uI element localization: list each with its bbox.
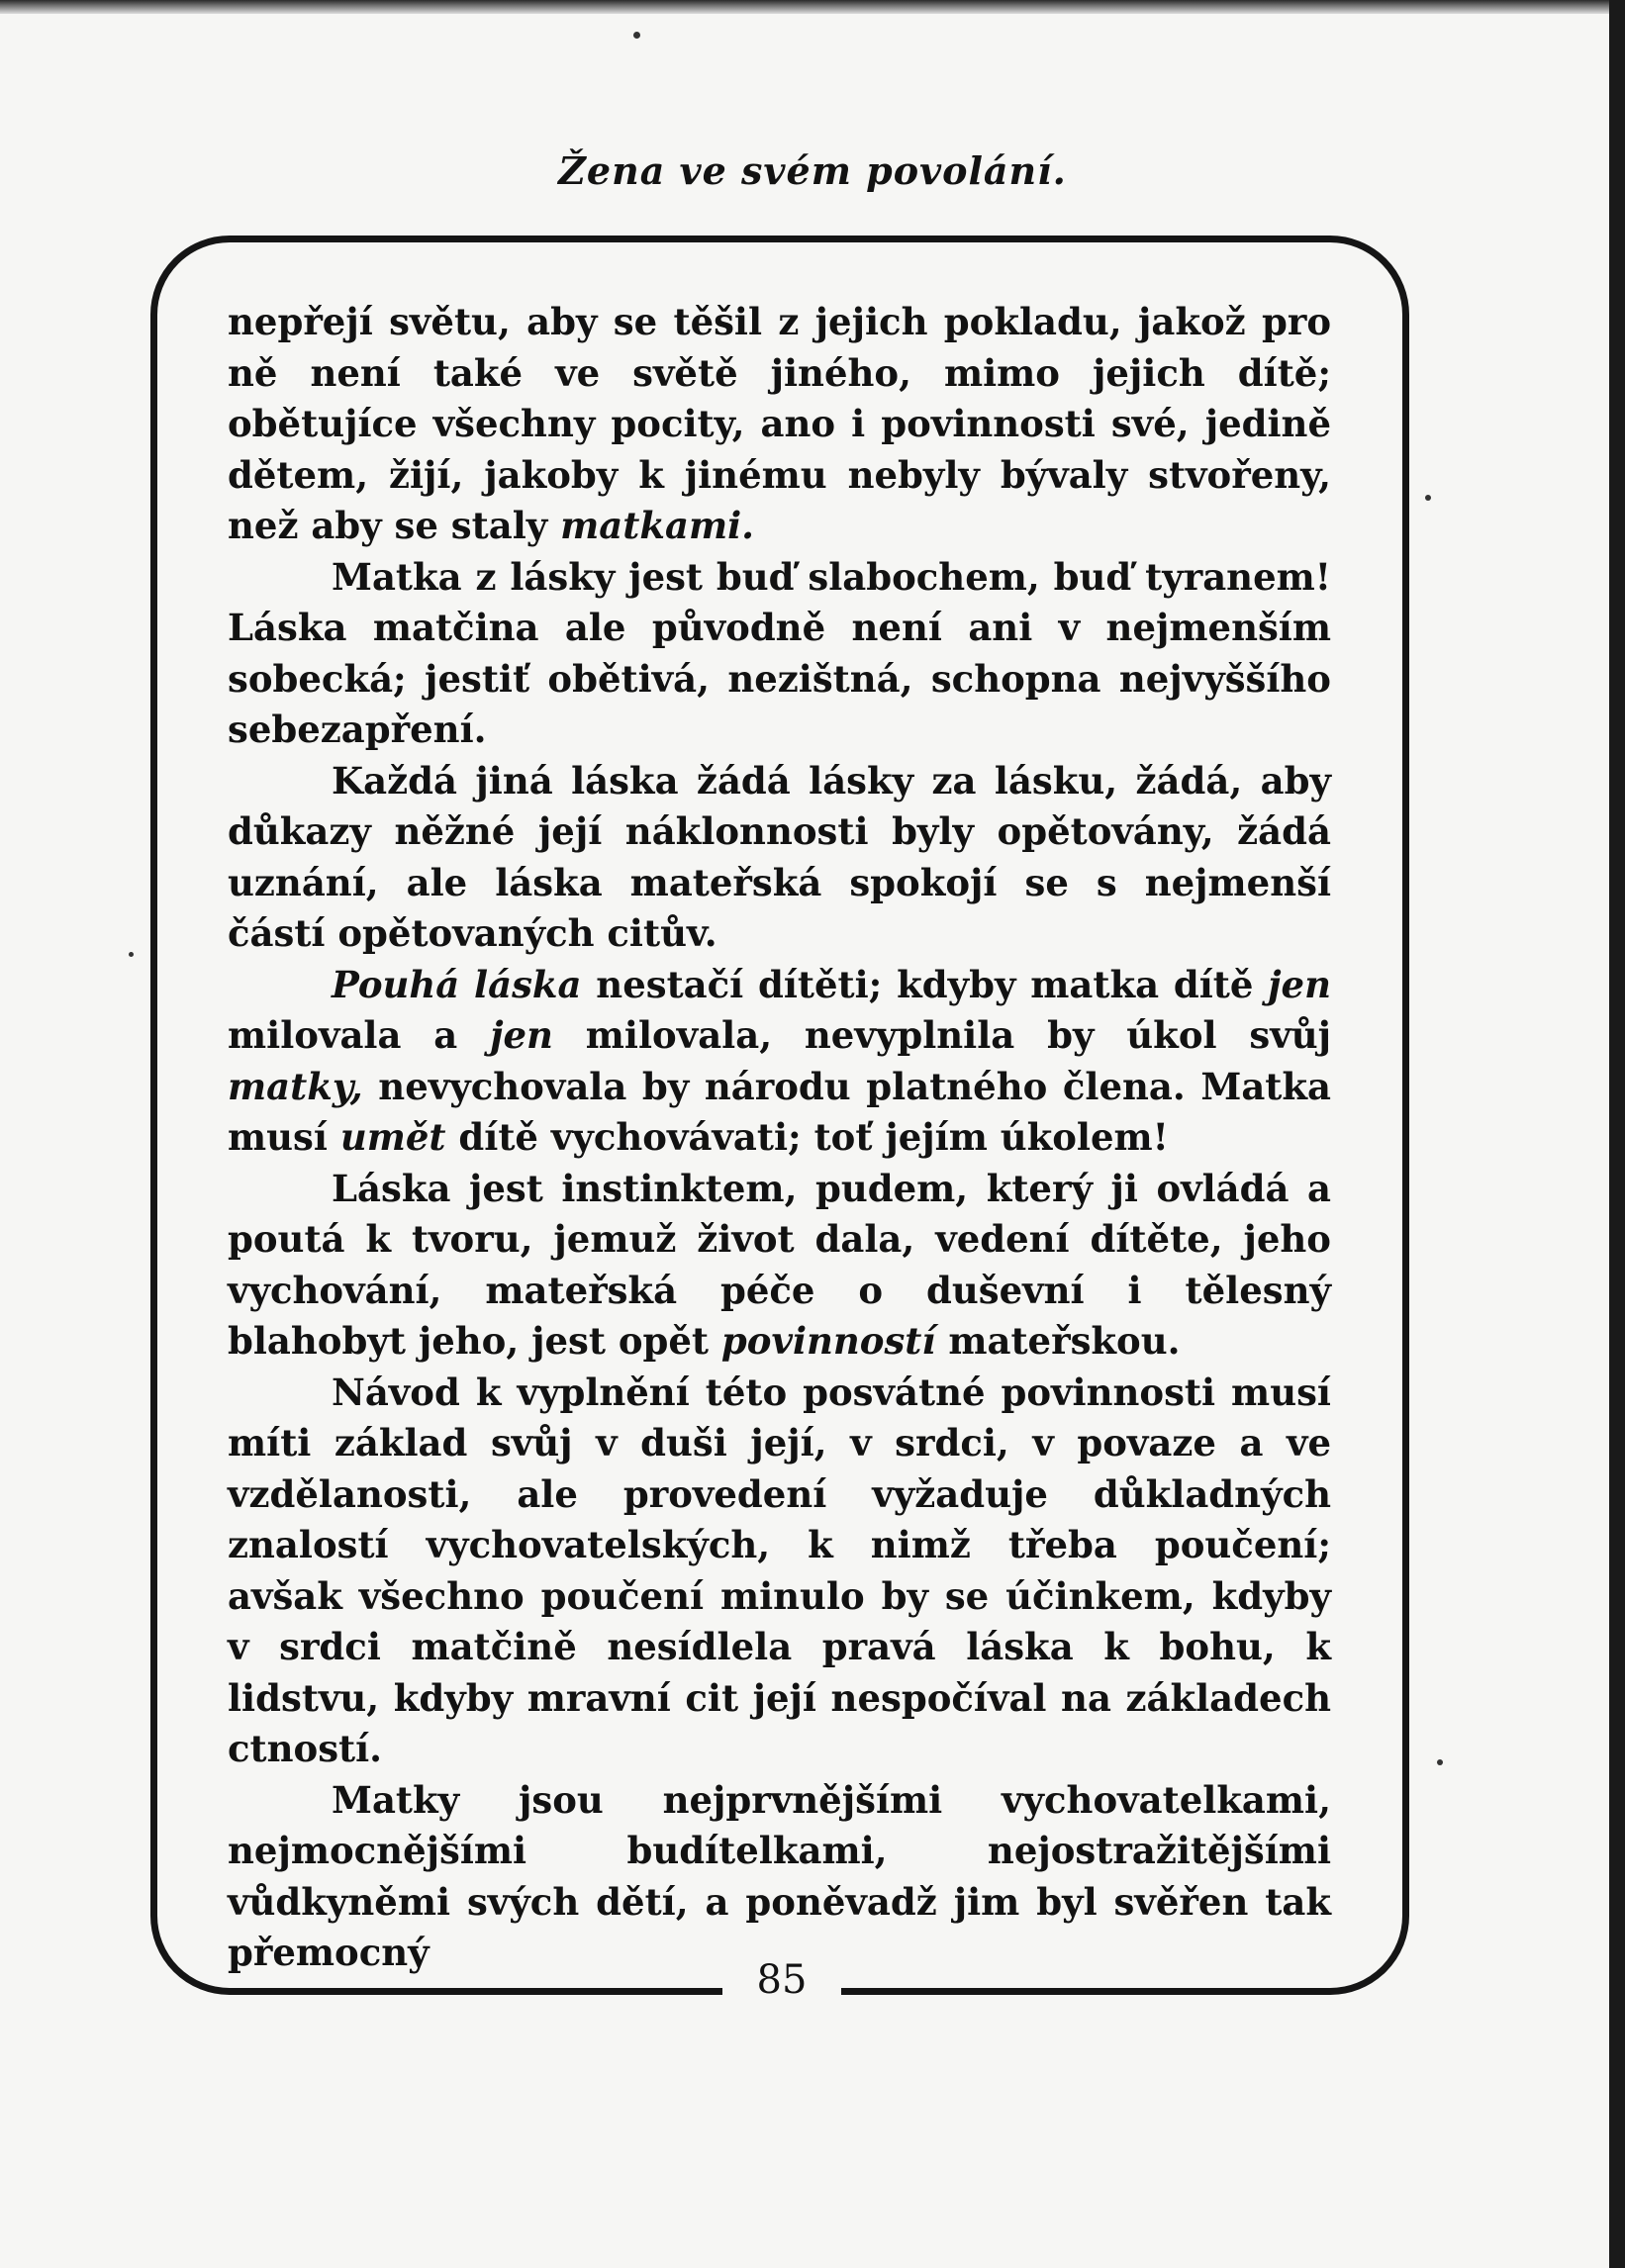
text-run: Návod k vyplnění této posvátné povinnosti musí míti základ svůj v duši její, v srdci, v povaze a ve vzdělanosti, ale provedení vyžaduje důkladných znalostí vychovatelských, k nimž třeba poučení; avšak všechno poučení minulo by se účinkem, kdyby v srdci matčině nesídlela pravá láska k bohu, k lidstvu, kdyby mravní cit její nespočíval na základech ctností.	[228, 1370, 1331, 1770]
emphasis-text: Pouhá láska	[332, 962, 582, 1006]
dust-speck	[633, 32, 640, 39]
running-title: Žena ve svém povolání.	[558, 148, 1067, 193]
text-run: Matky jsou nejprvnějšími vychovatelkami, nejmocnějšími budítelkami, nejostražitějšími vůdkyněmi svých dětí, a poněvadž jim byl svěřen tak přemocný	[228, 1777, 1331, 1974]
emphasis-text: jen	[1268, 962, 1331, 1006]
emphasis-text: umět	[339, 1115, 446, 1159]
dust-speck	[1425, 495, 1431, 501]
text-run: Matka z lásky jest buď slabochem, buď tyranem! Láska matčina ale původně není ani v nejmenším sobecká; jestiť obětivá, nezištná, schopna nejvyššího sebezapření.	[228, 554, 1331, 751]
paragraph	[228, 552, 1331, 756]
page-top-edge	[0, 0, 1625, 14]
emphasis-text: jen	[490, 1013, 553, 1057]
emphasis-text: matkami.	[560, 504, 755, 547]
dust-speck	[129, 952, 134, 957]
text-run: nevychovala by národu platného člena. Matka musí	[228, 1064, 1331, 1159]
text-run: mateřskou.	[935, 1319, 1181, 1363]
emphasis-text: povinností	[720, 1319, 936, 1363]
paragraph	[228, 1368, 1331, 1775]
paragraph	[228, 1775, 1331, 1979]
page-number: 85	[756, 1957, 808, 2003]
paragraph	[228, 297, 1331, 552]
paragraph	[228, 756, 1331, 960]
paragraph	[228, 1164, 1331, 1368]
text-run: nestačí dítěti; kdyby matka dítě	[581, 962, 1269, 1006]
page-right-edge	[1609, 0, 1625, 2268]
text-run: milovala a	[228, 1013, 491, 1057]
emphasis-text: matky,	[228, 1064, 363, 1108]
body-text	[228, 297, 1331, 1979]
text-run: Láska jest instinktem, pudem, který ji ovládá a poutá k tvoru, jemuž život dala, vedení dítěte, jeho vychování, mateřská péče o duševní i tělesný blahobyt jeho, jest opět	[228, 1166, 1331, 1363]
text-run: dítě vychovávati; toť jejím úkolem!	[445, 1115, 1169, 1159]
dust-speck	[1437, 1759, 1443, 1765]
text-run: nepřejí světu, aby se těšil z jejich pokladu, jakož pro ně není také ve světě jiného, mimo jejich dítě; obětujíce všechny pocity, ano i povinnosti své, jedině dětem, žijí, jakoby k jinému nebyly bývaly stvořeny, než aby se staly	[228, 300, 1331, 547]
paragraph	[228, 960, 1331, 1164]
text-run: milovala, nevyplnila by úkol svůj	[552, 1013, 1331, 1057]
text-run: Každá jiná láska žádá lásky za lásku, žádá, aby důkazy něžné její náklonnosti byly opětovány, žádá uznání, ale láska mateřská spokojí se s nejmenší částí opětovaných citův.	[228, 758, 1331, 955]
